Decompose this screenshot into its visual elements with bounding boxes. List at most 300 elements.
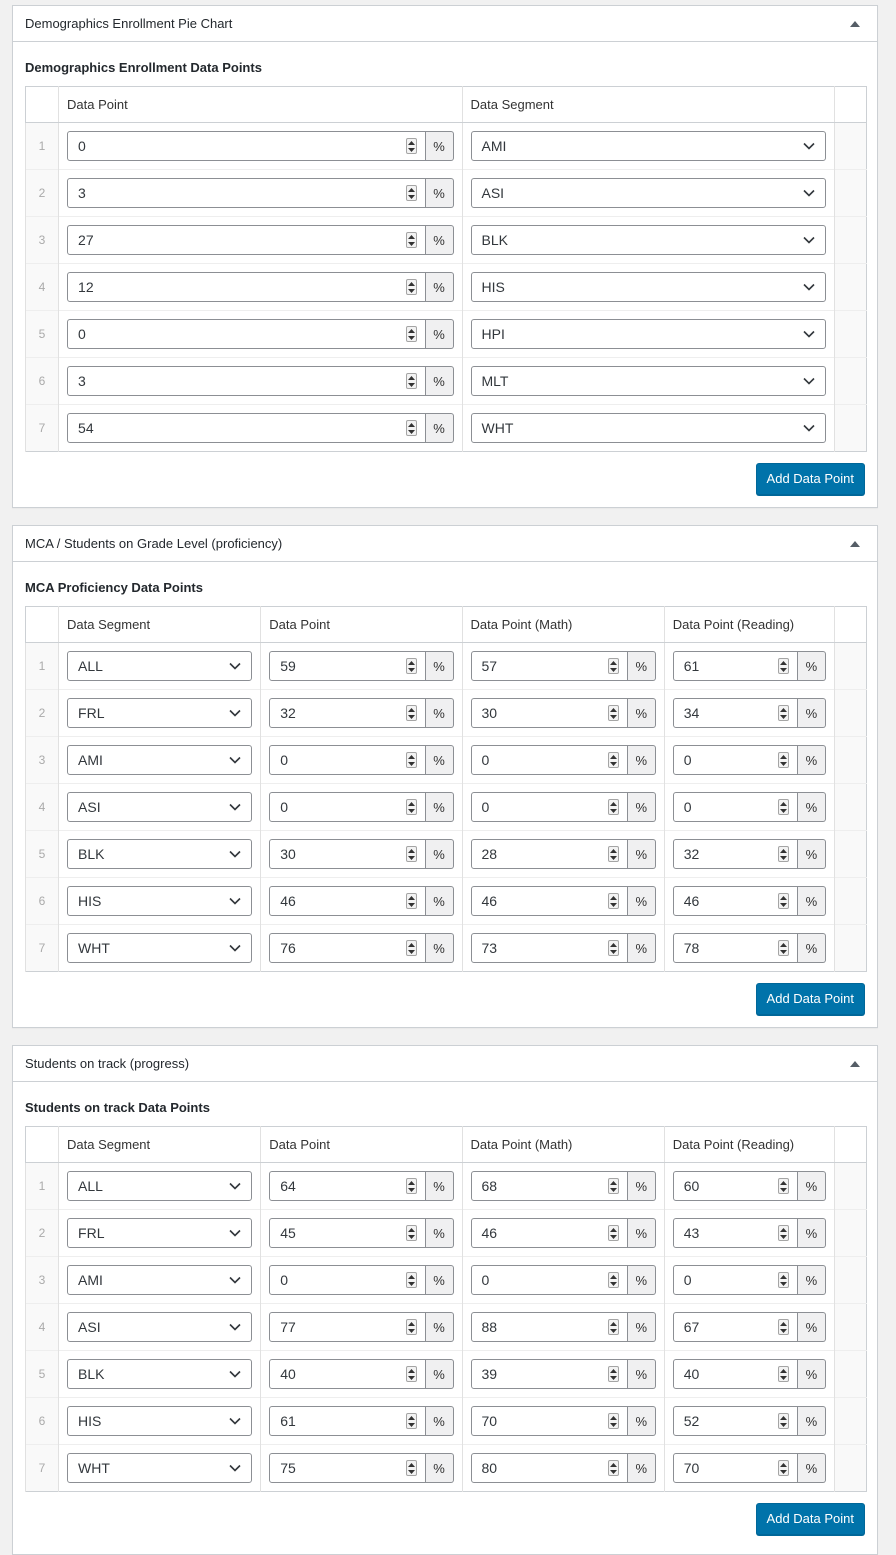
number-value: 60 <box>683 1178 700 1194</box>
row-remove-handle[interactable] <box>834 358 866 405</box>
data-point-field <box>269 839 453 869</box>
data-segment-select[interactable] <box>471 225 826 255</box>
percent-append: % <box>798 698 826 728</box>
spinner-arrows-icon[interactable] <box>608 940 619 956</box>
column-header: Data Point <box>59 87 462 123</box>
table-row <box>26 405 867 452</box>
number-value: 59 <box>280 658 296 674</box>
data-segment-select[interactable] <box>471 366 826 396</box>
number-value: 3 <box>78 185 86 201</box>
spinner-arrows-icon[interactable] <box>406 185 417 201</box>
spinner-arrows-icon[interactable] <box>406 138 417 154</box>
number-value: 30 <box>280 846 296 862</box>
select-value: ASI <box>78 1319 101 1335</box>
number-value: 0 <box>78 326 86 342</box>
data-point-field-input[interactable] <box>67 319 425 349</box>
reading-point-field-input[interactable] <box>673 745 798 775</box>
data-segment-select[interactable] <box>67 745 252 775</box>
select-value: ALL <box>78 1178 103 1194</box>
collapse-toggle[interactable] <box>845 1054 865 1074</box>
math-point-field-input[interactable] <box>471 1171 628 1201</box>
row-remove-handle[interactable] <box>834 311 866 358</box>
chevron-down-icon <box>803 142 815 150</box>
spinner-arrows-icon[interactable] <box>778 658 789 674</box>
chevron-down-icon <box>803 283 815 291</box>
data-segment-select[interactable] <box>67 839 252 869</box>
percent-append: % <box>798 1453 826 1483</box>
math-point-field-input[interactable] <box>471 1406 628 1436</box>
spinner-arrows-icon[interactable] <box>406 893 417 909</box>
data-segment-select[interactable] <box>67 1359 252 1389</box>
spinner-arrows-icon[interactable] <box>406 279 417 295</box>
data-point-field-input[interactable] <box>269 1218 425 1248</box>
data-segment-select[interactable] <box>67 1453 252 1483</box>
collapse-toggle[interactable] <box>845 14 865 34</box>
spinner-arrows-icon[interactable] <box>406 846 417 862</box>
table-row <box>26 643 867 690</box>
row-remove-handle[interactable] <box>834 878 866 925</box>
row-order[interactable]: 4 <box>26 784 59 831</box>
data-segment-select[interactable] <box>471 319 826 349</box>
percent-append: % <box>426 792 454 822</box>
data-segment-select[interactable] <box>471 178 826 208</box>
add-data-point-button[interactable]: Add Data Point <box>756 1503 865 1535</box>
spinner-arrows-icon[interactable] <box>608 1225 619 1241</box>
row-order[interactable]: 5 <box>26 831 59 878</box>
select-value: HPI <box>481 326 505 342</box>
reading-point-field <box>673 933 826 963</box>
math-point-field-input[interactable] <box>471 1265 628 1295</box>
reading-point-field-input[interactable] <box>673 698 798 728</box>
row-remove-handle[interactable] <box>834 123 866 170</box>
number-value: 77 <box>280 1319 296 1335</box>
spinner-arrows-icon[interactable] <box>778 1413 789 1429</box>
data-segment-select[interactable] <box>67 933 252 963</box>
number-value: 78 <box>683 940 700 956</box>
data-segment-select[interactable] <box>471 272 826 302</box>
row-order[interactable]: 1 <box>26 1163 59 1210</box>
data-segment-select[interactable] <box>67 1406 252 1436</box>
spinner-arrows-icon[interactable] <box>778 1460 789 1476</box>
data-segment-select[interactable] <box>67 886 252 916</box>
percent-append: % <box>426 651 454 681</box>
math-point-field <box>471 1359 656 1389</box>
number-value: 0 <box>481 799 490 815</box>
chevron-down-icon <box>229 662 241 670</box>
row-order[interactable]: 4 <box>26 1304 59 1351</box>
number-value: 12 <box>78 279 94 295</box>
postbox-title: Demographics Enrollment Pie Chart <box>25 16 233 31</box>
reading-point-field <box>673 651 826 681</box>
row-remove-handle[interactable] <box>834 1351 866 1398</box>
row-remove-handle[interactable] <box>834 217 866 264</box>
table-row <box>26 690 867 737</box>
data-point-field-input[interactable] <box>269 1359 425 1389</box>
spinner-arrows-icon[interactable] <box>608 705 619 721</box>
row-remove-handle[interactable] <box>834 405 866 452</box>
row-order[interactable]: 1 <box>26 643 59 690</box>
data-point-field-input[interactable] <box>269 745 425 775</box>
percent-append: % <box>628 1312 656 1342</box>
spinner-arrows-icon[interactable] <box>608 658 619 674</box>
row-remove-handle[interactable] <box>834 737 866 784</box>
number-value: 45 <box>280 1225 296 1241</box>
data-point-field-input[interactable] <box>67 131 425 161</box>
reading-point-field <box>673 1406 826 1436</box>
math-point-field-input[interactable] <box>471 745 628 775</box>
row-remove-handle[interactable] <box>834 1257 866 1304</box>
reading-point-field-input[interactable] <box>673 933 798 963</box>
spinner-arrows-icon[interactable] <box>778 799 789 815</box>
spinner-arrows-icon[interactable] <box>778 940 789 956</box>
spinner-arrows-icon[interactable] <box>608 1319 619 1335</box>
math-point-field <box>471 1312 656 1342</box>
data-segment-select[interactable] <box>67 1265 252 1295</box>
percent-append: % <box>798 745 826 775</box>
math-point-field-input[interactable] <box>471 886 628 916</box>
row-remove-handle[interactable] <box>834 170 866 217</box>
repeater-table <box>25 1126 867 1492</box>
column-header: Data Segment <box>59 1127 261 1163</box>
table-row <box>26 784 867 831</box>
data-point-field-input[interactable] <box>269 886 425 916</box>
percent-append: % <box>426 839 454 869</box>
reading-point-field <box>673 1312 826 1342</box>
chevron-down-icon <box>229 944 241 952</box>
row-order[interactable]: 7 <box>26 925 59 972</box>
spinner-arrows-icon[interactable] <box>778 1272 789 1288</box>
number-value: 46 <box>481 893 498 909</box>
field-label: Demographics Enrollment Data Points <box>25 60 262 75</box>
math-point-field-input[interactable] <box>471 1359 628 1389</box>
number-value: 52 <box>683 1413 700 1429</box>
math-point-field <box>471 698 656 728</box>
remove-header <box>834 607 866 643</box>
select-value: BLK <box>481 232 508 248</box>
spinner-arrows-icon[interactable] <box>406 1225 417 1241</box>
data-point-field-input[interactable] <box>269 651 425 681</box>
chevron-down-icon <box>229 1417 241 1425</box>
row-remove-handle[interactable] <box>834 1210 866 1257</box>
field-label: Students on track Data Points <box>25 1100 210 1115</box>
spinner-arrows-icon[interactable] <box>406 326 417 342</box>
number-value: 80 <box>481 1460 498 1476</box>
data-point-field-input[interactable] <box>67 178 425 208</box>
math-point-field-input[interactable] <box>471 698 628 728</box>
row-order[interactable]: 5 <box>26 311 59 358</box>
postbox-header <box>13 6 877 42</box>
chevron-down-icon <box>229 1276 241 1284</box>
spinner-arrows-icon[interactable] <box>406 1178 417 1194</box>
spinner-arrows-icon[interactable] <box>608 799 619 815</box>
spinner-arrows-icon[interactable] <box>406 1272 417 1288</box>
reading-point-field <box>673 1453 826 1483</box>
spinner-arrows-icon[interactable] <box>608 893 619 909</box>
chevron-down-icon <box>803 330 815 338</box>
spinner-arrows-icon[interactable] <box>406 799 417 815</box>
spinner-arrows-icon[interactable] <box>406 1319 417 1335</box>
table-row <box>26 1445 867 1492</box>
row-remove-handle[interactable] <box>834 925 866 972</box>
spinner-arrows-icon[interactable] <box>778 752 789 768</box>
math-point-field-input[interactable] <box>471 792 628 822</box>
column-header: Data Point (Reading) <box>664 607 834 643</box>
table-row <box>26 123 867 170</box>
row-order[interactable]: 2 <box>26 1210 59 1257</box>
data-segment-select[interactable] <box>471 131 826 161</box>
reading-point-field-input[interactable] <box>673 1359 798 1389</box>
math-point-field <box>471 1265 656 1295</box>
math-point-field-input[interactable] <box>471 933 628 963</box>
table-row <box>26 217 867 264</box>
table-row <box>26 878 867 925</box>
row-order[interactable]: 6 <box>26 358 59 405</box>
data-point-field-input[interactable] <box>67 413 425 443</box>
data-point-field-input[interactable] <box>67 225 425 255</box>
spinner-arrows-icon[interactable] <box>608 1178 619 1194</box>
chevron-down-icon <box>803 424 815 432</box>
percent-append: % <box>798 886 826 916</box>
data-point-field-input[interactable] <box>67 366 425 396</box>
spinner-arrows-icon[interactable] <box>406 420 417 436</box>
spinner-arrows-icon[interactable] <box>406 658 417 674</box>
number-value: 70 <box>683 1460 700 1476</box>
spinner-arrows-icon[interactable] <box>406 232 417 248</box>
chevron-down-icon <box>229 1182 241 1190</box>
spinner-arrows-icon[interactable] <box>406 1460 417 1476</box>
select-value: AMI <box>78 1272 103 1288</box>
math-point-field <box>471 1453 656 1483</box>
data-segment-select[interactable] <box>67 1171 252 1201</box>
reading-point-field <box>673 792 826 822</box>
reading-point-field-input[interactable] <box>673 1312 798 1342</box>
math-point-field-input[interactable] <box>471 1312 628 1342</box>
math-point-field <box>471 1406 656 1436</box>
reading-point-field <box>673 745 826 775</box>
data-point-field <box>67 131 453 161</box>
row-remove-handle[interactable] <box>834 1163 866 1210</box>
data-point-field <box>269 886 453 916</box>
spinner-arrows-icon[interactable] <box>406 373 417 389</box>
postbox-title: Students on track (progress) <box>25 1056 190 1071</box>
data-point-field <box>269 933 453 963</box>
percent-append: % <box>798 1171 826 1201</box>
number-value: 32 <box>683 846 700 862</box>
postbox-demographics <box>12 5 878 508</box>
spinner-arrows-icon[interactable] <box>406 1366 417 1382</box>
row-order[interactable]: 4 <box>26 264 59 311</box>
percent-append: % <box>426 413 454 443</box>
number-value: 0 <box>683 752 692 768</box>
number-value: 88 <box>481 1319 498 1335</box>
reading-point-field-input[interactable] <box>673 792 798 822</box>
spinner-arrows-icon[interactable] <box>778 1319 789 1335</box>
row-remove-handle[interactable] <box>834 1304 866 1351</box>
row-order[interactable]: 3 <box>26 217 59 264</box>
percent-append: % <box>798 1218 826 1248</box>
row-remove-handle[interactable] <box>834 784 866 831</box>
data-point-field-input[interactable] <box>269 839 425 869</box>
select-value: ASI <box>78 799 101 815</box>
table-row <box>26 737 867 784</box>
math-point-field-input[interactable] <box>471 839 628 869</box>
data-point-field <box>269 745 453 775</box>
percent-append: % <box>426 366 454 396</box>
data-point-field-input[interactable] <box>269 698 425 728</box>
number-value: 73 <box>481 940 498 956</box>
chevron-down-icon <box>803 236 815 244</box>
spinner-arrows-icon[interactable] <box>778 1178 789 1194</box>
reading-point-field <box>673 1218 826 1248</box>
table-row <box>26 170 867 217</box>
reading-point-field-input[interactable] <box>673 1171 798 1201</box>
spinner-arrows-icon[interactable] <box>778 1366 789 1382</box>
number-value: 70 <box>481 1413 498 1429</box>
percent-append: % <box>628 839 656 869</box>
spinner-arrows-icon[interactable] <box>778 1225 789 1241</box>
row-order[interactable]: 3 <box>26 1257 59 1304</box>
table-row <box>26 311 867 358</box>
number-value: 0 <box>683 1272 692 1288</box>
select-value: MLT <box>481 373 509 389</box>
repeater-table <box>25 606 867 972</box>
postbox-header <box>13 1046 877 1082</box>
reading-point-field-input[interactable] <box>673 1218 798 1248</box>
data-point-field-input[interactable] <box>269 1453 425 1483</box>
data-point-field <box>269 1171 453 1201</box>
data-point-field-input[interactable] <box>269 933 425 963</box>
chevron-down-icon <box>229 850 241 858</box>
add-data-point-button[interactable]: Add Data Point <box>756 463 865 495</box>
row-order[interactable]: 6 <box>26 878 59 925</box>
percent-append: % <box>798 1359 826 1389</box>
data-segment-select[interactable] <box>471 413 826 443</box>
percent-append: % <box>426 1218 454 1248</box>
spinner-arrows-icon[interactable] <box>608 846 619 862</box>
math-point-field <box>471 839 656 869</box>
math-point-field-input[interactable] <box>471 1453 628 1483</box>
data-segment-select[interactable] <box>67 1218 252 1248</box>
spinner-arrows-icon[interactable] <box>608 1366 619 1382</box>
number-value: 46 <box>280 893 296 909</box>
spinner-arrows-icon[interactable] <box>406 705 417 721</box>
number-value: 76 <box>280 940 296 956</box>
spinner-arrows-icon[interactable] <box>406 940 417 956</box>
select-value: HIS <box>78 1413 102 1429</box>
column-header: Data Point <box>261 607 462 643</box>
row-order[interactable]: 7 <box>26 405 59 452</box>
spinner-arrows-icon[interactable] <box>406 1413 417 1429</box>
row-remove-handle[interactable] <box>834 643 866 690</box>
reading-point-field-input[interactable] <box>673 1453 798 1483</box>
percent-append: % <box>426 1312 454 1342</box>
row-order[interactable]: 3 <box>26 737 59 784</box>
remove-header <box>834 1127 866 1163</box>
spinner-arrows-icon[interactable] <box>608 1413 619 1429</box>
chevron-down-icon <box>229 1229 241 1237</box>
percent-append: % <box>798 839 826 869</box>
column-header: Data Point (Reading) <box>664 1127 834 1163</box>
data-point-field-input[interactable] <box>269 1171 425 1201</box>
percent-append: % <box>798 1406 826 1436</box>
spinner-arrows-icon[interactable] <box>778 893 789 909</box>
row-remove-handle[interactable] <box>834 831 866 878</box>
data-segment-select[interactable] <box>67 792 252 822</box>
table-row <box>26 1351 867 1398</box>
number-value: 0 <box>683 799 692 815</box>
percent-append: % <box>628 1359 656 1389</box>
reading-point-field-input[interactable] <box>673 1265 798 1295</box>
chevron-down-icon <box>229 1370 241 1378</box>
spinner-arrows-icon[interactable] <box>608 752 619 768</box>
row-remove-handle[interactable] <box>834 1398 866 1445</box>
data-point-field-input[interactable] <box>269 1406 425 1436</box>
chevron-down-icon <box>229 756 241 764</box>
reading-point-field-input[interactable] <box>673 886 798 916</box>
percent-append: % <box>628 651 656 681</box>
row-order[interactable]: 2 <box>26 170 59 217</box>
number-value: 64 <box>280 1178 296 1194</box>
data-point-field <box>67 178 453 208</box>
row-remove-handle[interactable] <box>834 1445 866 1492</box>
table-row <box>26 831 867 878</box>
data-point-field <box>269 1453 453 1483</box>
spinner-arrows-icon[interactable] <box>778 705 789 721</box>
row-order[interactable]: 6 <box>26 1398 59 1445</box>
number-value: 57 <box>481 658 498 674</box>
row-remove-handle[interactable] <box>834 264 866 311</box>
data-point-field-input[interactable] <box>269 1312 425 1342</box>
math-point-field-input[interactable] <box>471 651 628 681</box>
data-point-field-input[interactable] <box>269 792 425 822</box>
reading-point-field-input[interactable] <box>673 1406 798 1436</box>
number-value: 67 <box>683 1319 700 1335</box>
collapse-toggle[interactable] <box>845 534 865 554</box>
percent-append: % <box>426 1171 454 1201</box>
data-point-field-input[interactable] <box>269 1265 425 1295</box>
data-point-field <box>269 1359 453 1389</box>
math-point-field-input[interactable] <box>471 1218 628 1248</box>
spinner-arrows-icon[interactable] <box>608 1272 619 1288</box>
triangle-up-icon <box>850 541 860 547</box>
row-order[interactable]: 1 <box>26 123 59 170</box>
data-segment-select[interactable] <box>67 1312 252 1342</box>
field-label: MCA Proficiency Data Points <box>25 580 203 595</box>
spinner-arrows-icon[interactable] <box>406 752 417 768</box>
row-order[interactable]: 2 <box>26 690 59 737</box>
spinner-arrows-icon[interactable] <box>778 846 789 862</box>
percent-append: % <box>426 319 454 349</box>
number-value: 43 <box>683 1225 700 1241</box>
data-point-field <box>269 1312 453 1342</box>
number-value: 32 <box>280 705 296 721</box>
row-remove-handle[interactable] <box>834 690 866 737</box>
reading-point-field-input[interactable] <box>673 651 798 681</box>
data-segment-select[interactable] <box>67 651 252 681</box>
postbox-students-on-track <box>12 1045 878 1555</box>
percent-append: % <box>426 745 454 775</box>
percent-append: % <box>426 698 454 728</box>
add-data-point-button[interactable]: Add Data Point <box>756 983 865 1015</box>
math-point-field <box>471 651 656 681</box>
row-order[interactable]: 5 <box>26 1351 59 1398</box>
spinner-arrows-icon[interactable] <box>608 1460 619 1476</box>
data-segment-select[interactable] <box>67 698 252 728</box>
reading-point-field-input[interactable] <box>673 839 798 869</box>
data-point-field-input[interactable] <box>67 272 425 302</box>
row-order[interactable]: 7 <box>26 1445 59 1492</box>
percent-append: % <box>798 792 826 822</box>
